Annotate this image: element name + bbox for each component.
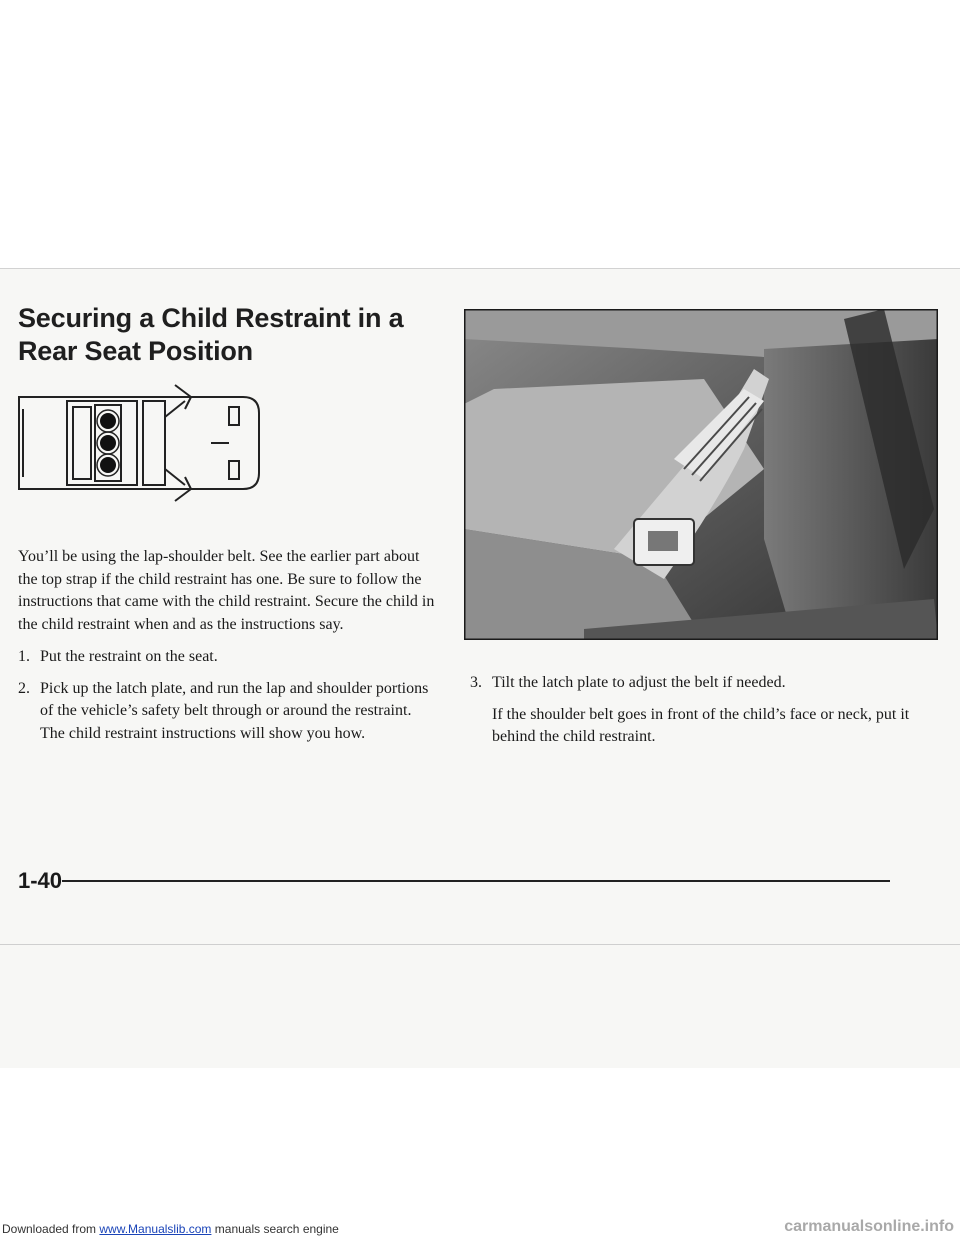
section-title: Securing a Child Restraint in a Rear Seat Position	[18, 303, 404, 366]
rear-seat-position-diagram	[15, 383, 265, 503]
step-note: If the shoulder belt goes in front of the child’s face or neck, put it behind the child restraint.	[492, 705, 910, 745]
page-number: 1-40	[18, 868, 63, 893]
step-item-1	[18, 646, 438, 669]
step-text: Tilt the latch plate to adjust the belt if needed.	[492, 674, 786, 691]
banner-prefix: Downloaded from	[2, 1222, 100, 1236]
page-top-edge	[0, 268, 960, 269]
step-item-2	[18, 678, 438, 746]
step-number: 1.	[18, 648, 30, 665]
download-banner	[2, 1222, 339, 1236]
step-text: Pick up the latch plate, and run the lap and shoulder portions of the vehicle’s safety belt through or around the restraint. The child restraint instructions will show you how.	[40, 679, 429, 742]
latch-plate-photo	[464, 309, 938, 640]
manualslib-link[interactable]: www.Manualslib.com	[99, 1222, 212, 1236]
page-lower-edge	[0, 944, 960, 945]
step-number: 3.	[470, 674, 482, 691]
footer-rule	[62, 880, 890, 882]
step-item-3	[470, 672, 910, 749]
step-text: Put the restraint on the seat.	[40, 648, 218, 665]
intro-paragraph: You’ll be using the lap-shoulder belt. See the earlier part about the top strap if the child restraint has one. Be sure to follow the instructions that came with the child restraint. Secure the child in the child restraint when and as the instructions say.	[18, 548, 435, 633]
step-list-right	[470, 672, 910, 749]
step-list-left	[18, 646, 438, 754]
banner-suffix: manuals search engine	[211, 1222, 339, 1236]
step-number: 2.	[18, 679, 30, 697]
watermark-text: carmanualsonline.info	[784, 1218, 954, 1235]
